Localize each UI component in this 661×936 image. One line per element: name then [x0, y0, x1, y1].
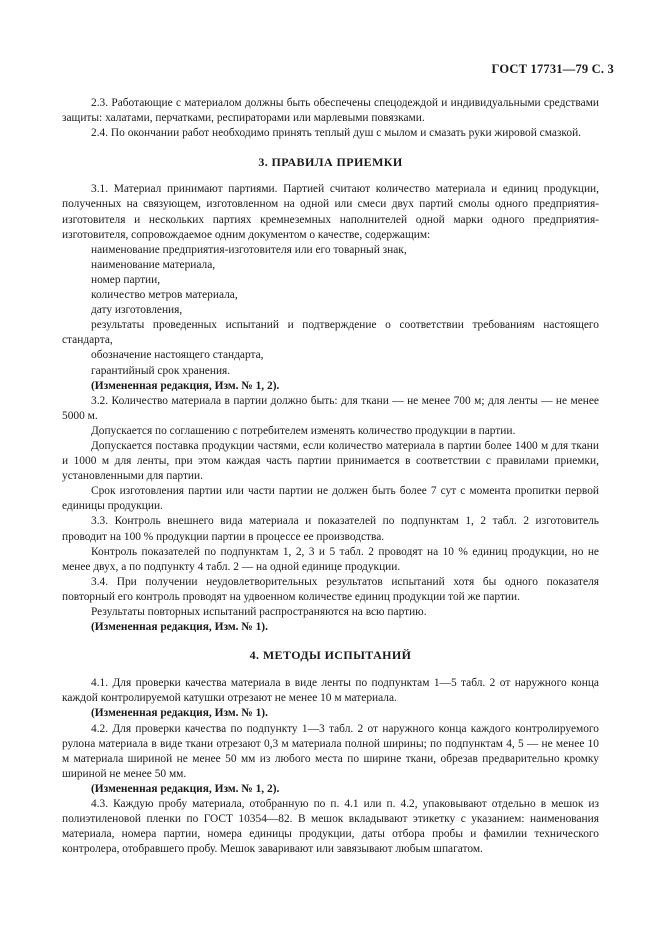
amendment-note: (Измененная редакция, Изм. № 1, 2).: [91, 782, 280, 795]
paragraph-2-4: 2.4. По окончании работ необходимо принять теплый душ с мылом и смазать руки жировой смазкой.: [91, 127, 582, 140]
paragraph-2-3: 2.3. Работающие с материалом должны быть обеспечены спецодеждой и индивидуальными средствами защиты: халатами, перчатками, респираторами или марлевыми повязками.: [62, 97, 599, 125]
paragraph-4-3: 4.3. Каждую пробу материала, отобранную по п. 4.1 или п. 4.2, упаковывают отдельно в мешок из полиэтиленовой пленки по ГОСТ 10354—82. В мешок вкладывают этикетку с указанием: наименования материала, номера партии, номера единицы продукции, даты отбора пробы и фамилии технического контролера, отобравшего пробу. Мешок заваривают или завязывают любым шпагатом.: [62, 798, 599, 856]
paragraph-3-1: 3.1. Материал принимают партиями. Партией считают количество материала и единиц продукции, полученных на связующем, изготовленном на одной или смеси двух партий смолы одного предприятия-изготовителя и нескольких партиях кремнеземных наполнителей одной марки одного предприятия-изготовителя, сопровождаемое одним документом о качестве, содержащим:: [62, 183, 599, 241]
list-item: результаты проведенных испытаний и подтверждение о соответствии требованиям настоящего стандарта,: [62, 319, 599, 347]
amendment-note: (Измененная редакция, Изм. № 1).: [91, 621, 268, 634]
page-header: ГОСТ 17731—79 С. 3: [491, 62, 614, 76]
paragraph-3-2-c: Допускается поставка продукции частями, если количество материала в партии более 1400 м для ткани и 1000 м для ленты, при этом каждая часть партии принимается в соответствии с правилами приемки, установленными для партии.: [62, 439, 599, 483]
amendment-note: (Измененная редакция, Изм. № 1, 2).: [91, 379, 280, 392]
paragraph-4-2: 4.2. Для проверки качества по подпункту 1—3 табл. 2 от наружного конца каждого контролируемого рулона материала в виде ткани отрезают 0,3 м материала полной ширины; по подпунктам 4, 5 — не менее 10 м материала шириной не менее 50 мм из любого места по ширине ткани, обрезав предварительно кромку шириной не менее 50 мм.: [62, 722, 599, 780]
paragraph-3-3-b: Контроль показателей по подпунктам 1, 2, 3 и 5 табл. 2 проводят на 10 % единиц продукции, но не менее двух, а по подпункту 4 табл. 2 — на одной единице продукции.: [62, 545, 599, 573]
paragraph-3-2-d: Срок изготовления партии или части партии не должен быть более 7 сут с момента пропитки первой единицы продукции.: [62, 485, 599, 513]
list-item: гарантийный срок хранения.: [91, 364, 231, 377]
section-heading-test-methods: 4. МЕТОДЫ ИСПЫТАНИЙ: [249, 648, 412, 663]
list-item: наименование предприятия-изготовителя или его товарный знак,: [91, 243, 407, 256]
list-item: номер партии,: [91, 273, 161, 286]
paragraph-3-2: 3.2. Количество материала в партии должно быть: для ткани — не менее 700 м; для ленты — не менее 5000 м.: [62, 394, 599, 422]
paragraph-3-3: 3.3. Контроль внешнего вида материала и показателей по подпунктам 1, 2 табл. 2 изготовитель проводит на 100 % продукции партии в процессе ее производства.: [62, 515, 599, 543]
amendment-note: (Измененная редакция, Изм. № 1).: [91, 707, 268, 720]
list-item: дату изготовления,: [91, 304, 183, 317]
section-heading-acceptance-rules: 3. ПРАВИЛА ПРИЕМКИ: [258, 155, 403, 170]
list-item: количество метров материала,: [91, 289, 238, 302]
paragraph-3-4: 3.4. При получении неудовлетворительных результатов испытаний хотя бы одного показателя повторный его контроль проводят на удвоенном количестве единиц продукции той же партии.: [62, 575, 599, 603]
paragraph-3-4-b: Результаты повторных испытаний распространяются на всю партию.: [91, 606, 427, 618]
document-body: [62, 96, 599, 857]
list-item: наименование материала,: [91, 258, 216, 271]
list-item: обозначение настоящего стандарта,: [91, 349, 264, 362]
paragraph-4-1: 4.1. Для проверки качества материала в виде ленты по подпунктам 1—5 табл. 2 от наружного конца каждой контролируемой катушки отрезают не менее 10 м материала.: [62, 677, 599, 705]
paragraph-3-2-b: Допускается по соглашению с потребителем изменять количество продукции в партии.: [91, 424, 516, 437]
